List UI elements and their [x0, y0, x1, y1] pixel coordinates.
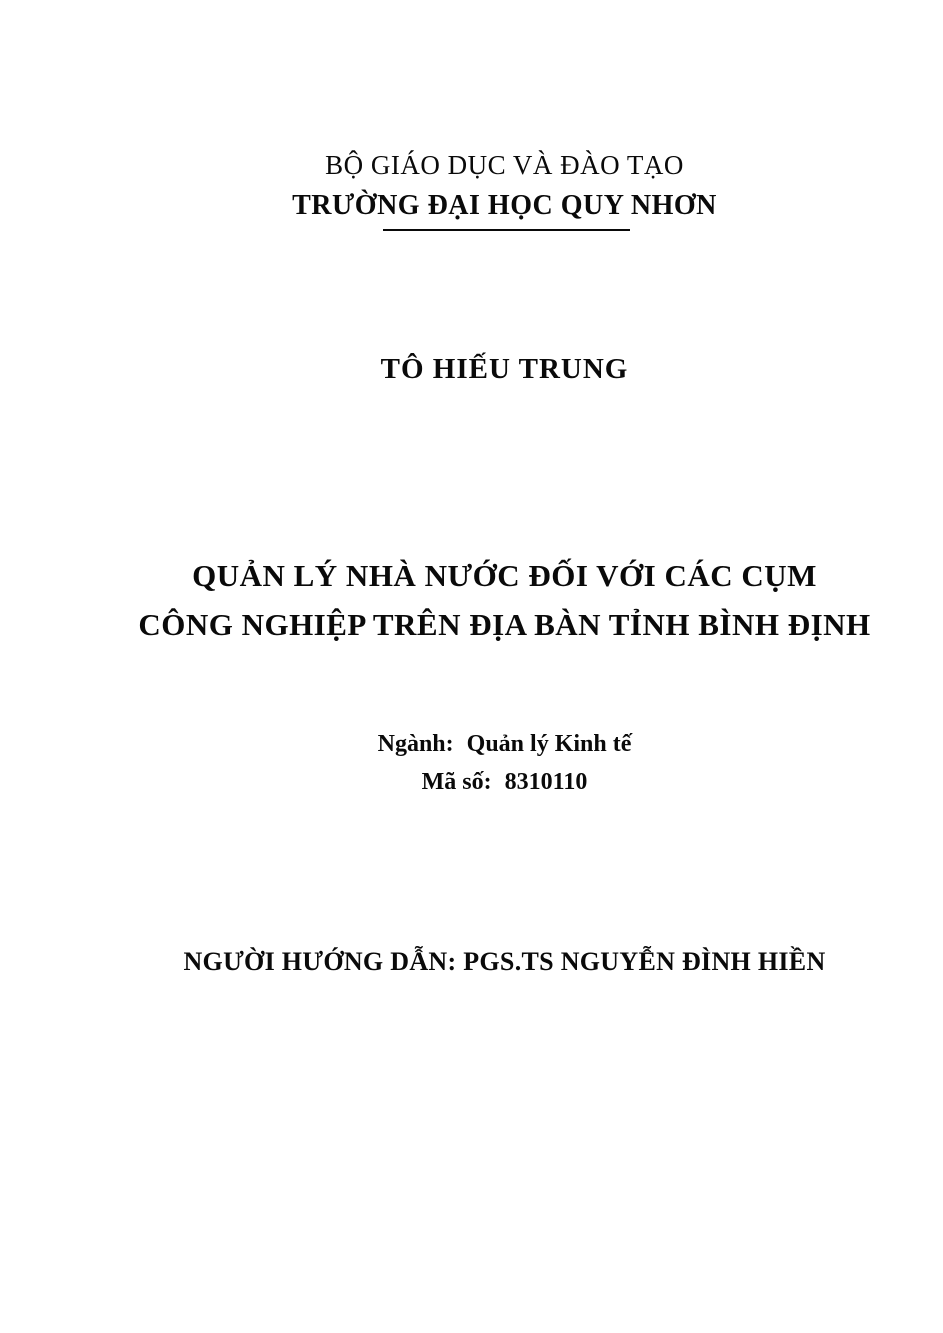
author-name: TÔ HIẾU TRUNG: [380, 353, 629, 385]
code-line: [66, 769, 943, 797]
thesis-title-line2: CÔNG NGHIỆP TRÊN ĐỊA BÀN TỈNH BÌNH ĐỊNH: [138, 607, 871, 642]
university-name: TRƯỜNG ĐẠI HỌC QUY NHƠN: [292, 190, 717, 221]
major-value: Quản lý Kinh tế: [466, 731, 632, 757]
thesis-title-line1: QUẢN LÝ NHÀ NƯỚC ĐỐI VỚI CÁC CỤM: [192, 558, 817, 593]
ministry-name: BỘ GIÁO DỤC VÀ ĐÀO TẠO: [325, 150, 684, 180]
major-line: [66, 731, 943, 759]
major-label: Ngành:: [377, 731, 454, 757]
code-label: Mã số:: [421, 769, 492, 795]
advisor-line: NGƯỜI HƯỚNG DẪN: PGS.TS NGUYỄN ĐÌNH HIỀN: [183, 947, 826, 976]
university-underline: [383, 229, 630, 231]
code-value: 8310110: [504, 769, 588, 795]
